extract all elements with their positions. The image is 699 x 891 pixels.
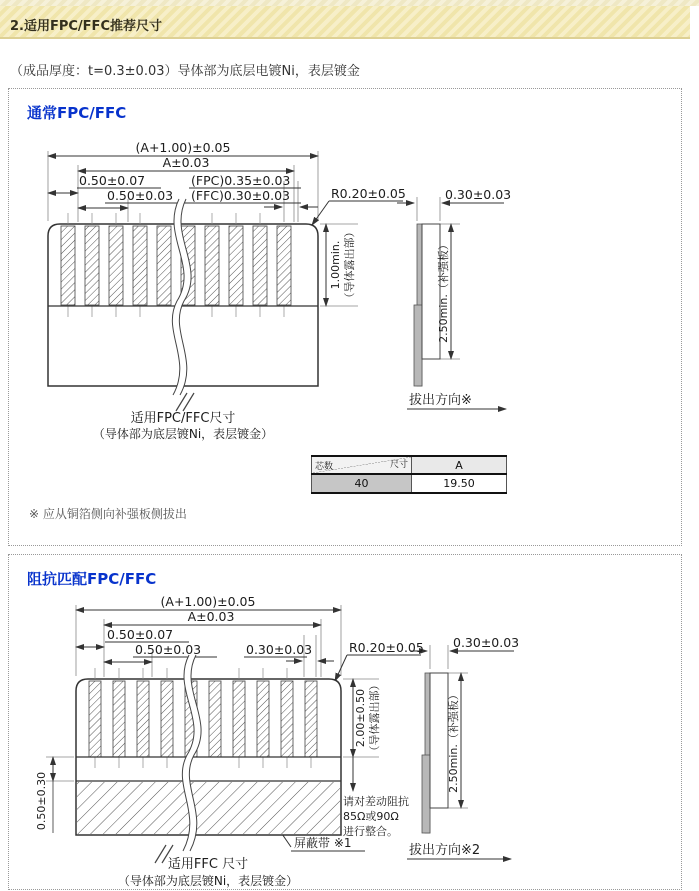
impedance-note-line3: 进行整合。: [343, 825, 398, 838]
pins-cell: 40: [312, 474, 412, 493]
caption-line1: 适用FFC 尺寸: [167, 857, 249, 872]
dim-edge: 0.50±0.07: [79, 173, 146, 188]
impedance-fpc-drawing: [11, 595, 681, 891]
dim-conductor: 0.30±0.03: [246, 642, 313, 657]
dim-a: A±0.03: [187, 609, 235, 624]
size-table: [311, 455, 507, 494]
dim-radius: R0.20±0.05: [349, 640, 424, 655]
dim-stiffener: 2.50min.（补强板）: [437, 239, 450, 343]
caption-line2: （导体部为底层镀Ni，表层镀金）: [92, 427, 274, 441]
impedance-section-title: 阻抗匹配FPC/FFC: [27, 570, 157, 588]
normal-fpc-drawing: [11, 141, 681, 453]
dim-fpc-width: (FPC)0.35±0.03: [191, 173, 291, 188]
dim-edge: 0.50±0.07: [107, 627, 174, 642]
dim-thickness: 0.30±0.03: [453, 635, 520, 650]
dim-shield-gap: 0.50±0.30: [35, 771, 48, 831]
dim-ffc-width: (FFC)0.30±0.03: [191, 188, 290, 203]
dim-overall: (A+1.00)±0.05: [135, 141, 231, 155]
page-title: 2.适用FPC/FFC推荐尺寸: [10, 19, 162, 34]
dim-exposed-paren: （导体露出部）: [368, 679, 381, 757]
section-banner: [0, 6, 690, 39]
impedance-note-line1: 请对差动阻抗: [343, 795, 409, 808]
table-corner-cell: [312, 456, 412, 474]
shield-tape-label: 屏蔽带 ※1: [294, 836, 352, 850]
table-row: [312, 474, 507, 493]
dim-pitch: 0.50±0.03: [107, 188, 174, 203]
shield-tape-hatch: [77, 782, 340, 834]
dim-thickness: 0.30±0.03: [445, 187, 512, 202]
column-header-a: A: [412, 456, 507, 474]
caption-line1: 适用FPC/FFC尺寸: [130, 411, 236, 426]
dim-exposed: 1.00min.: [329, 240, 342, 290]
a-value-cell: 19.50: [412, 474, 507, 493]
dim-exposed: 2.00±0.50: [354, 688, 367, 748]
corner-label-size: 尺寸: [389, 460, 408, 470]
dim-radius: R0.20±0.05: [331, 186, 406, 201]
dim-pitch: 0.50±0.03: [135, 642, 202, 657]
impedance-note-line2: 85Ω或90Ω: [343, 810, 399, 823]
pull-direction-label: 拔出方向※: [409, 393, 472, 408]
caption-line2: （导体部为底层镀Ni，表层镀金）: [117, 874, 299, 888]
thickness-note: （成品厚度：t=0.3±0.03）导体部为底层电镀Ni，表层镀金: [10, 64, 360, 79]
pull-direction-label: 拔出方向※2: [409, 843, 481, 858]
stiffener-plate: [430, 673, 448, 808]
pull-note: ※ 应从铜箔侧向补强板侧拔出: [29, 507, 187, 521]
impedance-fpc-panel: [8, 554, 682, 890]
dim-stiffener: 2.50min.（补强板）: [447, 689, 460, 793]
corner-label-pins: 芯数: [315, 462, 334, 472]
dim-a: A±0.03: [162, 155, 210, 170]
normal-section-title: 通常FPC/FFC: [27, 104, 127, 122]
normal-fpc-panel: [8, 88, 682, 546]
break-slash-mark: [176, 393, 194, 411]
dim-exposed-paren: （导体露出部）: [343, 226, 356, 304]
dim-overall: (A+1.00)±0.05: [160, 595, 256, 609]
side-view: [422, 673, 448, 833]
